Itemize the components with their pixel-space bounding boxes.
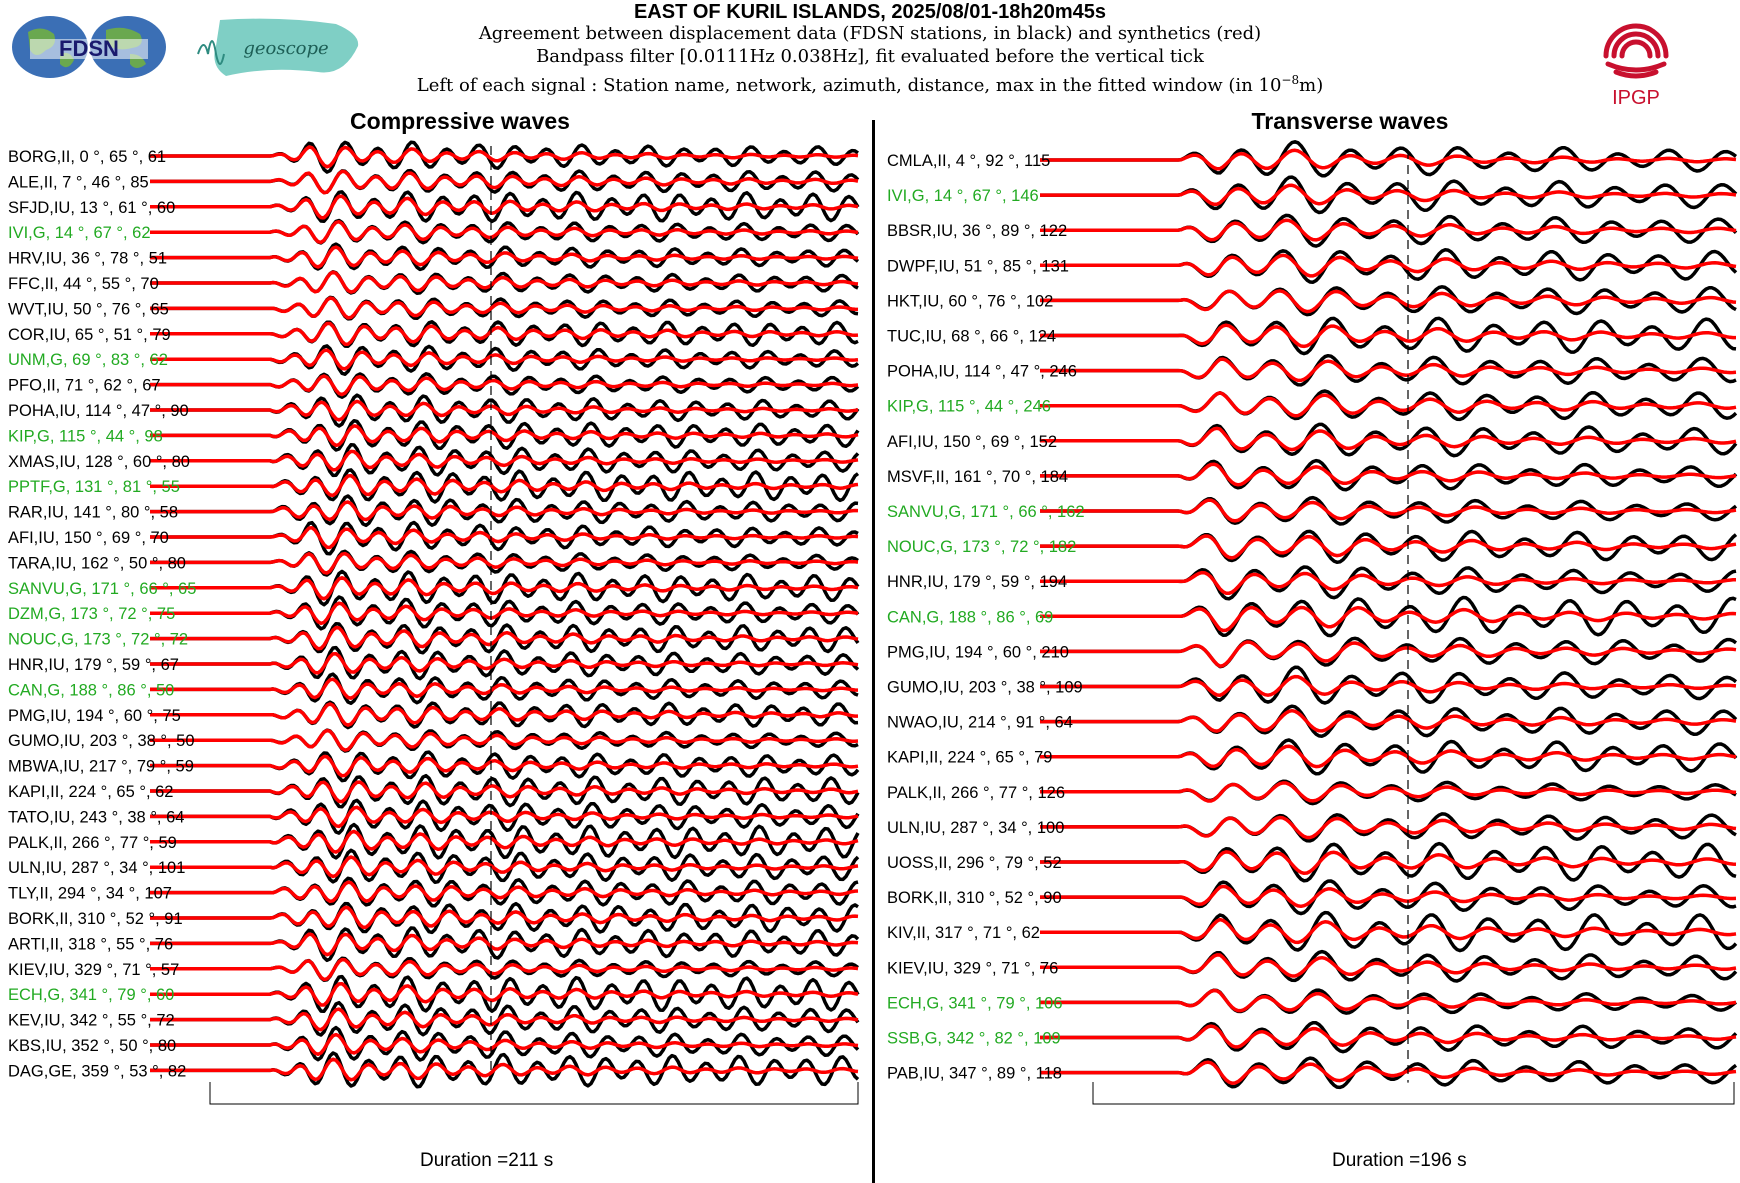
compressive-synthetic-trace-hrv: [150, 247, 858, 267]
compressive-station-label: POHA,IU, 114 °, 47 °, 90: [8, 402, 189, 420]
transverse-station-label: PMG,IU, 194 °, 60 °, 210: [887, 643, 1069, 662]
compressive-station-label: SFJD,IU, 13 °, 61 °, 60: [8, 198, 176, 217]
transverse-station-label: IVI,G, 14 °, 67 °, 146: [887, 187, 1039, 206]
transverse-synthetic-trace-kip: [1040, 393, 1736, 416]
transverse-station-label: ULN,IU, 287 °, 34 °, 100: [887, 818, 1065, 837]
compressive-station-label: PALK,II, 266 °, 77 °, 59: [8, 833, 177, 852]
compressive-station-label: MBWA,IU, 217 °, 79 °, 59: [8, 757, 194, 776]
compressive-station-label: AFI,IU, 150 °, 69 °, 70: [8, 529, 169, 547]
transverse-station-label: AFI,IU, 150 °, 69 °, 152: [887, 432, 1058, 451]
compressive-station-label: KEV,IU, 342 °, 55 °, 72: [8, 1011, 175, 1030]
compressive-station-label: DAG,GE, 359 °, 53 °, 82: [8, 1062, 187, 1081]
transverse-station-label: ECH,G, 341 °, 79 °, 106: [887, 994, 1063, 1013]
compressive-duration-label: Duration =211 s: [420, 1150, 554, 1171]
transverse-duration-bracket: [1093, 1082, 1734, 1104]
compressive-panel-title: Compressive waves: [350, 108, 570, 134]
transverse-station-label: BBSR,IU, 36 °, 89 °, 122: [887, 222, 1068, 241]
transverse-station-label: MSVF,II, 161 °, 70 °, 184: [887, 467, 1069, 486]
transverse-synthetic-trace-msvf: [1040, 464, 1736, 485]
transverse-station-label: CAN,G, 188 °, 86 °, 69: [887, 608, 1054, 627]
compressive-station-label: ALE,II, 7 °, 46 °, 85: [8, 173, 149, 192]
transverse-station-label: NWAO,IU, 214 °, 91 °, 64: [887, 713, 1073, 732]
label-legend-exponent: −8: [1281, 73, 1300, 87]
compressive-station-label: KBS,IU, 352 °, 50 °, 80: [8, 1037, 177, 1055]
compressive-station-label: CAN,G, 188 °, 86 °, 50: [8, 681, 175, 700]
compressive-station-label: HNR,IU, 179 °, 59 °, 67: [8, 656, 179, 674]
compressive-station-label: HRV,IU, 36 °, 78 °, 51: [8, 249, 168, 268]
compressive-synthetic-trace-kbs: [150, 1035, 858, 1055]
fdsn-logo-text: FDSN: [59, 36, 119, 61]
compressive-station-label: KAPI,II, 224 °, 65 °, 62: [8, 783, 174, 801]
compressive-station-label: FFC,II, 44 °, 55 °, 70: [8, 275, 159, 293]
transverse-synthetic-trace-kiev: [1040, 955, 1736, 976]
compressive-synthetic-trace-kip: [150, 426, 858, 446]
compressive-station-label: XMAS,IU, 128 °, 60 °, 80: [8, 452, 190, 471]
transverse-station-label: BORK,II, 310 °, 52 °, 90: [887, 889, 1062, 908]
compressive-station-label: WVT,IU, 50 °, 76 °, 65: [8, 300, 169, 319]
compressive-station-label: RAR,IU, 141 °, 80 °, 58: [8, 503, 179, 522]
compressive-station-label: PMG,IU, 194 °, 60 °, 75: [8, 706, 181, 725]
compressive-synthetic-trace-nouc: [150, 628, 858, 649]
transverse-synthetic-trace-ech: [1040, 991, 1736, 1011]
transverse-panel: [887, 142, 1736, 1104]
subtitle-agreement: Agreement between displacement data (FDSN stations, in black) and synthetics (red): [478, 23, 1262, 44]
label-legend-prefix: Left of each signal : Station name, network, azimuth, distance, max in the fitted window (in 10: [416, 75, 1282, 96]
transverse-station-label: POHA,IU, 114 °, 47 °, 246: [887, 362, 1077, 381]
transverse-station-label: UOSS,II, 296 °, 79 °, 52: [887, 854, 1062, 872]
compressive-station-label: PFO,II, 71 °, 62 °, 67: [8, 376, 161, 395]
compressive-station-label: BORG,II, 0 °, 65 °, 61: [8, 148, 167, 166]
compressive-panel: [8, 142, 858, 1104]
transverse-synthetic-trace-cmla: [1040, 150, 1736, 169]
transverse-station-label: GUMO,IU, 203 °, 38 °, 109: [887, 678, 1083, 697]
compressive-station-label: UNM,G, 69 °, 83 °, 62: [8, 351, 168, 370]
transverse-station-label: PAB,IU, 347 °, 89 °, 118: [887, 1064, 1062, 1083]
transverse-station-label: KIP,G, 115 °, 44 °, 246: [887, 397, 1051, 416]
compressive-station-label: ULN,IU, 287 °, 34 °, 101: [8, 859, 186, 878]
compressive-station-label: ECH,G, 341 °, 79 °, 60: [8, 986, 175, 1005]
transverse-station-label: KIEV,IU, 329 °, 71 °, 76: [887, 959, 1059, 978]
compressive-station-label: NOUC,G, 173 °, 72 °, 72: [8, 630, 189, 649]
compressive-station-label: KIEV,IU, 329 °, 71 °, 57: [8, 960, 180, 979]
transverse-station-label: HNR,IU, 179 °, 59 °, 194: [887, 573, 1068, 592]
transverse-station-label: KIV,II, 317 °, 71 °, 62: [887, 924, 1040, 943]
compressive-station-label: BORK,II, 310 °, 52 °, 91: [8, 910, 183, 928]
transverse-synthetic-trace-ssb: [1040, 1026, 1736, 1047]
transverse-station-label: CMLA,II, 4 °, 92 °, 115: [887, 152, 1051, 170]
compressive-synthetic-trace-tato: [150, 807, 858, 826]
label-legend-suffix: m): [1299, 75, 1324, 96]
transverse-station-label: TUC,IU, 68 °, 66 °, 124: [887, 327, 1057, 346]
transverse-panel-title: Transverse waves: [1251, 108, 1449, 134]
compressive-station-label: GUMO,IU, 203 °, 38 °, 50: [8, 732, 195, 751]
compressive-synthetic-trace-pptf: [150, 476, 858, 496]
compressive-station-label: KIP,G, 115 °, 44 °, 98: [8, 427, 163, 446]
compressive-synthetic-trace-tly: [150, 882, 858, 901]
compressive-station-label: TARA,IU, 162 °, 50 °, 80: [8, 554, 186, 573]
compressive-station-label: TATO,IU, 243 °, 38 °, 64: [8, 808, 185, 827]
transverse-synthetic-trace-sanvu: [1040, 500, 1736, 521]
ipgp-logo-text: IPGP: [1612, 87, 1660, 108]
compressive-station-label: TLY,II, 294 °, 34 °, 107: [8, 884, 172, 903]
transverse-synthetic-trace-nwao: [1040, 711, 1736, 731]
transverse-duration-label: Duration =196 s: [1332, 1150, 1467, 1171]
transverse-synthetic-trace-gumo: [1040, 677, 1736, 696]
compressive-station-label: DZM,G, 173 °, 72 °, 75: [8, 605, 176, 624]
page-title: EAST OF KURIL ISLANDS, 2025/08/01-18h20m45s: [633, 1, 1107, 23]
transverse-station-label: PALK,II, 266 °, 77 °, 126: [887, 783, 1066, 802]
subtitle-bandpass: Bandpass filter [0.0111Hz 0.038Hz], fit evaluated before the vertical tick: [536, 46, 1204, 67]
compressive-station-label: SANVU,G, 171 °, 66 °, 65: [8, 579, 197, 598]
transverse-station-label: SSB,G, 342 °, 82 °, 109: [887, 1029, 1061, 1048]
geoscope-logo-text: geoscope: [243, 38, 329, 59]
transverse-station-label: SANVU,G, 171 °, 66 °, 162: [887, 503, 1085, 521]
compressive-station-label: COR,IU, 65 °, 51 °, 79: [8, 325, 171, 344]
compressive-duration-bracket: [210, 1082, 858, 1104]
transverse-station-label: HKT,IU, 60 °, 76 °, 102: [887, 292, 1054, 311]
compressive-station-label: IVI,G, 14 °, 67 °, 62: [8, 224, 151, 243]
transverse-station-label: NOUC,G, 173 °, 72 °, 182: [887, 538, 1077, 557]
transverse-station-label: DWPF,IU, 51 °, 85 °, 131: [887, 257, 1069, 276]
compressive-station-label: ARTI,II, 318 °, 55 °, 76: [8, 935, 174, 954]
compressive-station-label: PPTF,G, 131 °, 81 °, 55: [8, 478, 180, 497]
transverse-station-label: KAPI,II, 224 °, 65 °, 79: [887, 748, 1053, 767]
